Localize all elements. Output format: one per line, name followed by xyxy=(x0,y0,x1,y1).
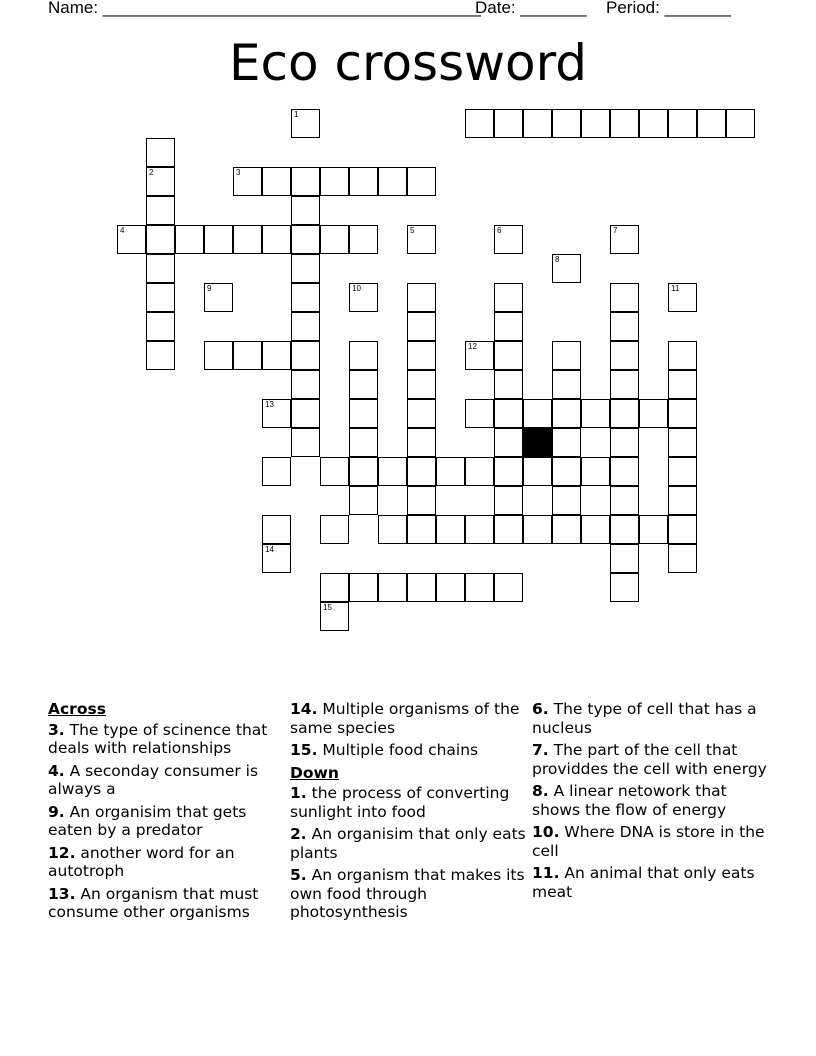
clue-text: Where DNA is store in the cell xyxy=(532,823,765,860)
crossword-cell[interactable] xyxy=(552,486,581,515)
period-field-label: Period: _______ xyxy=(606,0,731,17)
crossword-cell[interactable] xyxy=(204,341,233,370)
crossword-cell[interactable] xyxy=(262,515,291,544)
crossword-cell[interactable] xyxy=(146,225,175,254)
crossword-cell[interactable] xyxy=(610,312,639,341)
clues-column-2 xyxy=(290,700,528,926)
clue-number: 15. xyxy=(290,741,318,759)
clue-number: 11. xyxy=(532,864,560,882)
crossword-cell[interactable] xyxy=(146,312,175,341)
crossword-cell[interactable] xyxy=(407,167,436,196)
clue-number-7: 7 xyxy=(613,226,618,235)
crossword-cell[interactable] xyxy=(291,196,320,225)
across-clue xyxy=(290,700,528,737)
crossword-cell[interactable] xyxy=(407,573,436,602)
crossword-cell[interactable] xyxy=(436,573,465,602)
crossword-cell[interactable] xyxy=(494,341,523,370)
crossword-cell[interactable] xyxy=(668,370,697,399)
crossword-cell[interactable] xyxy=(726,109,755,138)
crossword-black-cell xyxy=(523,428,552,457)
clue-number: 1. xyxy=(290,784,307,802)
crossword-cell[interactable] xyxy=(378,167,407,196)
down-clue xyxy=(532,782,772,819)
crossword-cell[interactable] xyxy=(320,573,349,602)
clue-number-3: 3 xyxy=(236,168,241,177)
clue-text: another word for an autotroph xyxy=(48,843,235,880)
crossword-cell[interactable] xyxy=(668,544,697,573)
clue-number-6: 6 xyxy=(497,226,502,235)
crossword-cell[interactable] xyxy=(494,399,523,428)
clue-text: The part of the cell that providdes the cell with energy xyxy=(532,741,767,778)
clue-number: 6. xyxy=(532,700,549,718)
crossword-cell[interactable] xyxy=(668,457,697,486)
clue-number: 8. xyxy=(532,782,549,800)
crossword-cell[interactable] xyxy=(494,312,523,341)
down-clue-list xyxy=(290,784,528,922)
crossword-cell[interactable] xyxy=(407,428,436,457)
crossword-cell[interactable] xyxy=(494,428,523,457)
crossword-cell[interactable] xyxy=(349,486,378,515)
crossword-cell[interactable] xyxy=(639,515,668,544)
crossword-cell[interactable] xyxy=(581,457,610,486)
crossword-cell[interactable] xyxy=(581,515,610,544)
crossword-cell[interactable] xyxy=(610,486,639,515)
crossword-cell[interactable] xyxy=(233,225,262,254)
clue-number: 9. xyxy=(48,802,65,821)
crossword-cell[interactable] xyxy=(552,254,581,283)
crossword-cell[interactable] xyxy=(523,109,552,138)
clue-text: the process of converting sunlight into food xyxy=(290,784,510,821)
clue-number-15: 15 xyxy=(323,603,332,612)
crossword-cell[interactable] xyxy=(349,457,378,486)
crossword-cell[interactable] xyxy=(407,370,436,399)
crossword-cell[interactable] xyxy=(407,515,436,544)
crossword-cell[interactable] xyxy=(552,370,581,399)
crossword-cell[interactable] xyxy=(494,109,523,138)
crossword-cell[interactable] xyxy=(349,399,378,428)
crossword-cell[interactable] xyxy=(291,283,320,312)
crossword-cell[interactable] xyxy=(494,225,523,254)
crossword-cell[interactable] xyxy=(320,457,349,486)
clue-text: A seconday consumer is always a xyxy=(48,761,259,798)
crossword-cell[interactable] xyxy=(610,225,639,254)
clue-number-12: 12 xyxy=(468,342,477,351)
crossword-cell[interactable] xyxy=(494,573,523,602)
crossword-cell[interactable] xyxy=(668,399,697,428)
clue-number-2: 2 xyxy=(149,168,154,177)
crossword-cell[interactable] xyxy=(146,138,175,167)
crossword-cell[interactable] xyxy=(610,370,639,399)
crossword-cell[interactable] xyxy=(668,428,697,457)
clue-number: 12. xyxy=(48,843,76,862)
crossword-cell[interactable] xyxy=(291,225,320,254)
clue-number: 2. xyxy=(290,825,307,843)
crossword-cell[interactable] xyxy=(291,312,320,341)
crossword-cell[interactable] xyxy=(378,515,407,544)
crossword-cell[interactable] xyxy=(146,167,175,196)
crossword-cell[interactable] xyxy=(233,341,262,370)
crossword-cell[interactable] xyxy=(465,515,494,544)
crossword-cell[interactable] xyxy=(407,341,436,370)
crossword-cell[interactable] xyxy=(320,515,349,544)
across-clue xyxy=(290,741,528,760)
crossword-cell[interactable] xyxy=(262,457,291,486)
crossword-cell[interactable] xyxy=(349,225,378,254)
clue-number: 14. xyxy=(290,700,318,718)
clue-number-14: 14 xyxy=(265,545,274,554)
clue-number-1: 1 xyxy=(294,110,299,119)
crossword-cell[interactable] xyxy=(262,167,291,196)
clue-text: Multiple food chains xyxy=(317,741,479,759)
clue-number-13: 13 xyxy=(265,400,274,409)
clue-text: An animal that only eats meat xyxy=(532,864,755,901)
clue-text: Multiple organisms of the same species xyxy=(290,700,520,737)
name-field-label: Name: ________________________________________ xyxy=(48,0,481,17)
crossword-cell[interactable] xyxy=(639,399,668,428)
crossword-cell[interactable] xyxy=(697,109,726,138)
down-clue xyxy=(532,823,772,860)
down-clue xyxy=(290,866,528,922)
crossword-cell[interactable] xyxy=(291,428,320,457)
crossword-cell[interactable] xyxy=(494,486,523,515)
clue-text: The type of cell that has a nucleus xyxy=(532,700,757,737)
clue-text: An organism that must consume other organisms xyxy=(48,884,259,921)
crossword-cell[interactable] xyxy=(465,109,494,138)
crossword-cell[interactable] xyxy=(407,486,436,515)
crossword-cell[interactable] xyxy=(262,225,291,254)
crossword-cell[interactable] xyxy=(349,283,378,312)
page-title: Eco crossword xyxy=(228,34,588,92)
crossword-cell[interactable] xyxy=(320,602,349,631)
down-clue xyxy=(532,700,772,737)
across-clue-list xyxy=(48,721,288,922)
crossword-cell[interactable] xyxy=(523,457,552,486)
crossword-cell[interactable] xyxy=(349,341,378,370)
clue-number: 7. xyxy=(532,741,549,759)
crossword-cell[interactable] xyxy=(262,544,291,573)
crossword-cell[interactable] xyxy=(523,515,552,544)
across-clue xyxy=(48,803,288,840)
date-field-label: Date: _______ xyxy=(475,0,587,17)
clues-column-3 xyxy=(532,700,772,905)
crossword-cell[interactable] xyxy=(552,457,581,486)
crossword-cell[interactable] xyxy=(117,225,146,254)
crossword-cell[interactable] xyxy=(494,283,523,312)
crossword-cell[interactable] xyxy=(320,225,349,254)
crossword-cell[interactable] xyxy=(349,428,378,457)
clue-number-11: 11 xyxy=(671,284,680,293)
crossword-cell[interactable] xyxy=(639,109,668,138)
crossword-cell[interactable] xyxy=(407,312,436,341)
crossword-cell[interactable] xyxy=(233,167,262,196)
crossword-cell[interactable] xyxy=(349,370,378,399)
crossword-cell[interactable] xyxy=(320,167,349,196)
across-clue-list-continued xyxy=(290,700,528,760)
crossword-cell[interactable] xyxy=(552,515,581,544)
crossword-cell[interactable] xyxy=(668,109,697,138)
across-heading: Across xyxy=(48,700,106,718)
crossword-cell[interactable] xyxy=(146,341,175,370)
crossword-cell[interactable] xyxy=(668,486,697,515)
crossword-cell[interactable] xyxy=(552,341,581,370)
crossword-cell[interactable] xyxy=(378,457,407,486)
clues-column-1 xyxy=(48,700,288,926)
down-clue xyxy=(532,741,772,778)
crossword-cell[interactable] xyxy=(668,283,697,312)
crossword-cell[interactable] xyxy=(291,167,320,196)
crossword-cell[interactable] xyxy=(407,225,436,254)
crossword-cell[interactable] xyxy=(552,428,581,457)
clue-number-9: 9 xyxy=(207,284,212,293)
crossword-cell[interactable] xyxy=(436,515,465,544)
crossword-cell[interactable] xyxy=(146,283,175,312)
crossword-cell[interactable] xyxy=(581,109,610,138)
down-heading: Down xyxy=(290,763,339,782)
down-clue xyxy=(532,864,772,901)
down-clue-list-continued xyxy=(532,700,772,901)
across-clue xyxy=(48,721,288,758)
crossword-cell[interactable] xyxy=(610,428,639,457)
crossword-cell[interactable] xyxy=(349,573,378,602)
crossword-cell[interactable] xyxy=(610,457,639,486)
clue-text: An organisim that only eats plants xyxy=(290,825,526,862)
clue-text: An organisim that gets eaten by a predator xyxy=(48,802,247,839)
crossword-cell[interactable] xyxy=(291,370,320,399)
across-clue xyxy=(48,885,288,922)
crossword-cell[interactable] xyxy=(291,399,320,428)
clue-number: 13. xyxy=(48,884,76,903)
crossword-cell[interactable] xyxy=(291,341,320,370)
crossword-cell[interactable] xyxy=(204,225,233,254)
crossword-cell[interactable] xyxy=(407,399,436,428)
crossword-cell[interactable] xyxy=(552,109,581,138)
crossword-cell[interactable] xyxy=(465,399,494,428)
crossword-cell[interactable] xyxy=(610,341,639,370)
crossword-cell[interactable] xyxy=(610,109,639,138)
crossword-cell[interactable] xyxy=(349,167,378,196)
crossword-cell[interactable] xyxy=(668,341,697,370)
clue-text: The type of scinence that deals with relationships xyxy=(48,720,268,757)
crossword-cell[interactable] xyxy=(610,544,639,573)
crossword-cell[interactable] xyxy=(494,370,523,399)
crossword-cell[interactable] xyxy=(523,399,552,428)
crossword-cell[interactable] xyxy=(175,225,204,254)
crossword-cell[interactable] xyxy=(465,573,494,602)
crossword-cell[interactable] xyxy=(146,254,175,283)
crossword-cell[interactable] xyxy=(262,341,291,370)
crossword-cell[interactable] xyxy=(407,457,436,486)
crossword-cell[interactable] xyxy=(668,515,697,544)
down-clue xyxy=(290,784,528,821)
crossword-cell[interactable] xyxy=(378,573,407,602)
clue-number: 5. xyxy=(290,866,307,884)
crossword-cell[interactable] xyxy=(465,341,494,370)
across-clue xyxy=(48,762,288,799)
crossword-cell[interactable] xyxy=(581,399,610,428)
clue-text: An organism that makes its own food through photosynthesis xyxy=(290,866,525,921)
down-clue xyxy=(290,825,528,862)
crossword-cell[interactable] xyxy=(291,254,320,283)
crossword-cell[interactable] xyxy=(465,457,494,486)
crossword-cell[interactable] xyxy=(494,515,523,544)
clue-number-8: 8 xyxy=(555,255,560,264)
crossword-cell[interactable] xyxy=(262,399,291,428)
crossword-cell[interactable] xyxy=(291,109,320,138)
crossword-cell[interactable] xyxy=(610,573,639,602)
clue-number: 3. xyxy=(48,720,65,739)
crossword-cell[interactable] xyxy=(610,399,639,428)
across-clue xyxy=(48,844,288,881)
crossword-cell[interactable] xyxy=(407,283,436,312)
crossword-cell[interactable] xyxy=(146,196,175,225)
clue-text: A linear netowork that shows the flow of energy xyxy=(532,782,727,819)
crossword-cell[interactable] xyxy=(610,283,639,312)
clue-number-5: 5 xyxy=(410,226,415,235)
clue-number: 10. xyxy=(532,823,560,841)
crossword-cell[interactable] xyxy=(610,515,639,544)
clue-number-4: 4 xyxy=(120,226,125,235)
crossword-cell[interactable] xyxy=(436,457,465,486)
crossword-cell[interactable] xyxy=(494,457,523,486)
crossword-cell[interactable] xyxy=(552,399,581,428)
crossword-cell[interactable] xyxy=(204,283,233,312)
clue-number-10: 10 xyxy=(352,284,361,293)
clue-number: 4. xyxy=(48,761,65,780)
